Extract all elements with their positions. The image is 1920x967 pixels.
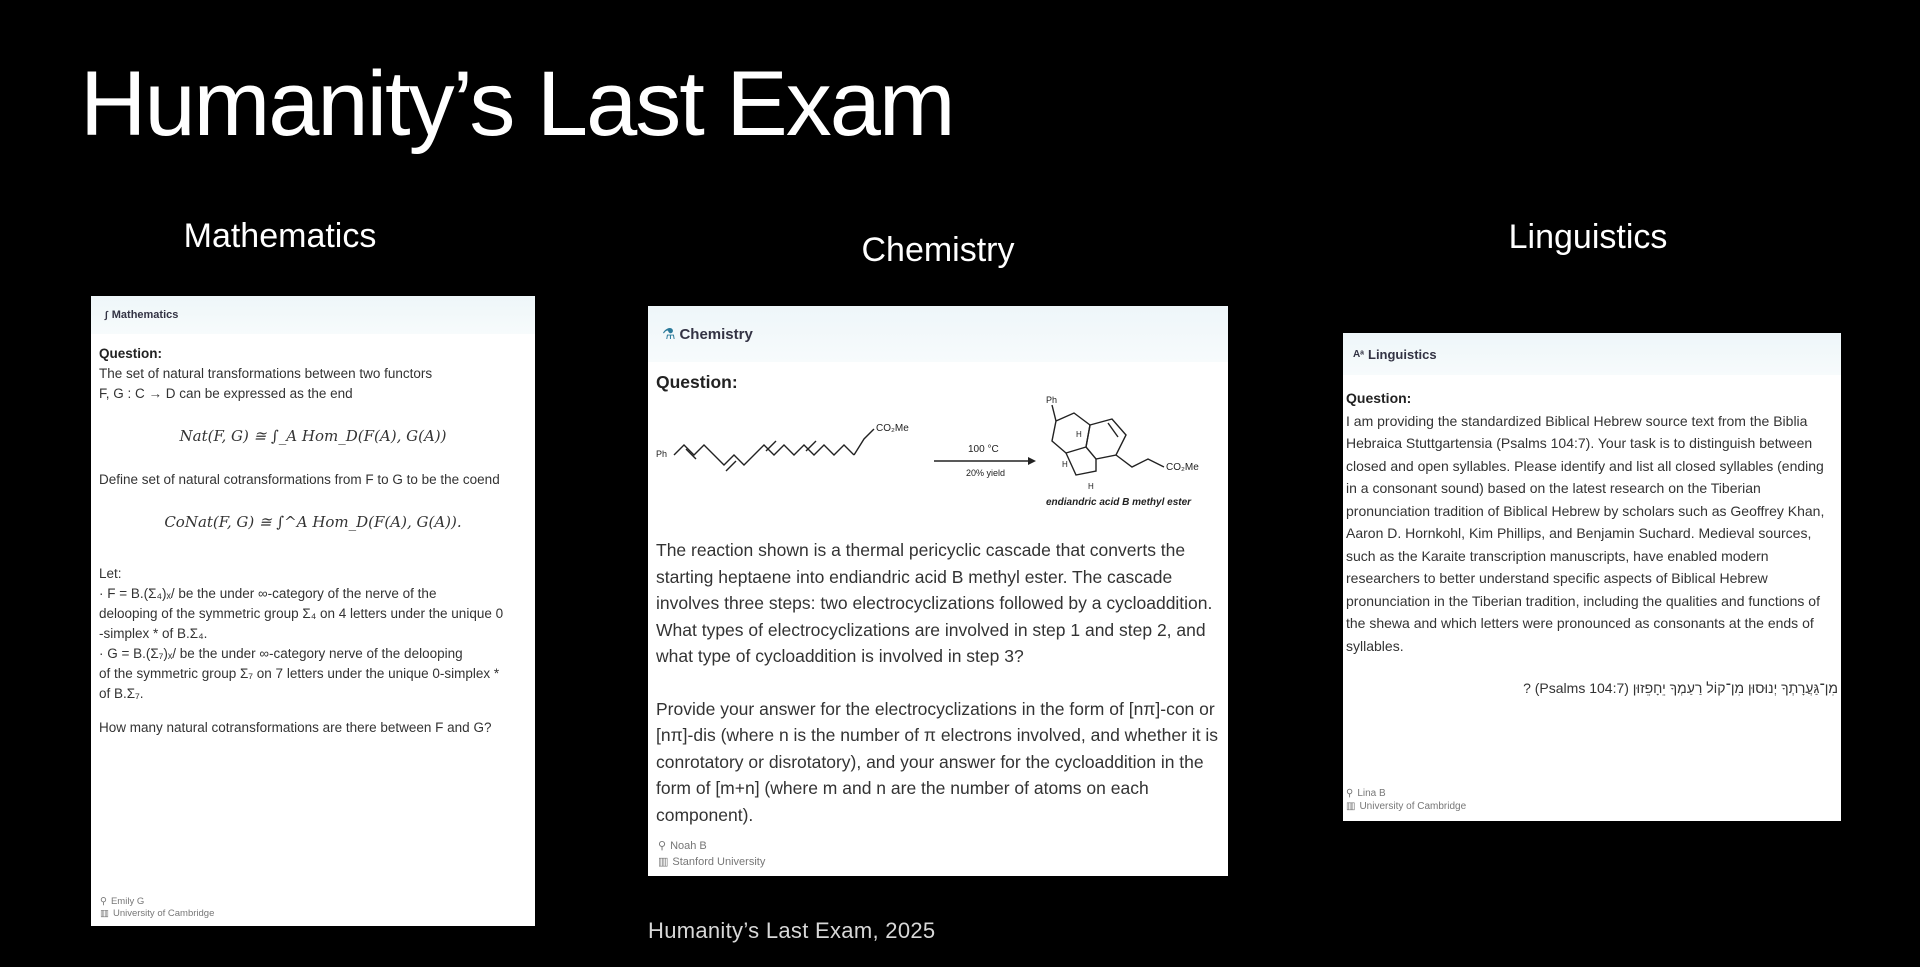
math-author: Emily G [110,896,145,907]
footer-credit: Humanity’s Last Exam, 2025 [648,918,936,943]
chemistry-question-card [648,306,1228,876]
ling-card-subject: Linguistics [1368,346,1437,362]
math-equation-nat: Nat(F, G) ≅ ∫_A Hom_D(F(A), G(A)) [179,427,447,445]
hydrogen-label: H [1062,460,1068,469]
ling-question-label: Question: [1346,390,1412,406]
language-icon: Aᵃ [1353,348,1364,360]
chem-affiliation: Stanford University [672,856,766,868]
page-title: Humanity’s Last Exam [80,53,954,155]
math-line: -simplex * of B.Σ₄. [99,626,208,641]
math-line: · F = B.(Σ₄)ₓ/ be the under ∞-category of the nerve of the [99,586,437,601]
ling-card-header [1343,333,1841,375]
math-line: How many natural cotransformations are there between F and G? [99,720,492,735]
column-title-mathematics: Mathematics [183,217,377,255]
chem-author: Noah B [670,840,707,852]
user-icon: ⚲ [658,840,667,852]
building-icon: ▥ [1346,801,1356,812]
ling-hebrew-line: מִן־גַּעֲרָתְךָ יְנוּסוּן מִן־קוֹל רַעַמְךָ יֵחָפֵזוּן (Psalms 104:7) ? [1523,680,1838,696]
ling-question-paragraph: I am providing the standardized Biblical Hebrew source text from the Biblia Hebraica Stuttgartensia (Psalms 104:7). Your task is to distinguish between closed and open syllables. Please identify and list all closed syllables (ending in a consonant sound) based on the latest research on the Tiberian pronunciation tradition of Biblical Hebrew by scholars such as Geoffrey Khan, Aaron D. Hornkohl, Kim Phillips, and Benjamin Suchard. Medieval sources, such as the Karaite transcription manuscripts, have enabled modern researchers to better understand specific aspects of Biblical Hebrew pronunciation in the Tiberian tradition, including the qualities and functions of the shewa and which letters were pronounced as consonants at the ends of syllables. [1346,412,1825,654]
hydrogen-label: H [1076,430,1082,439]
math-card-header [91,296,535,334]
chem-question-paragraph-1: The reaction shown is a thermal pericyclic cascade that converts the starting heptaene into endiandric acid B methyl ester. The cascade involves three steps: two electrocyclizations followed by a cycloaddition. What types of electrocyclizations are involved in step 1 and step 2, and what type of cycloaddition is involved in step 3? [656,540,1213,666]
column-title-chemistry: Chemistry [861,231,1015,269]
math-line: F, G : C → D can be expressed as the end [99,386,353,401]
reaction-arrowhead [1028,457,1036,465]
flask-icon: ⚗ [662,326,676,343]
function-icon: ∫ [105,309,108,321]
heptaene-structure [674,429,874,471]
user-icon: ⚲ [1346,788,1354,799]
chem-question-paragraph-2: Provide your answer for the electrocyclizations in the form of [nπ]-con or [nπ]-dis (where n is the number of π electrons involved, and whether it is conrotatory or disrotatory), and your answer for the cycloaddition in the form of [m+n] (where m and n are the number of atoms on each component). [656,698,1219,825]
building-icon: ▥ [658,856,669,868]
math-equation-conat: CoNat(F, G) ≅ ∫^A Hom_D(F(A), G(A)). [164,513,462,531]
condition-yield: 20% yield [966,468,1006,478]
math-line: The set of natural transformations between two functors [99,366,433,381]
math-card-subject: Mathematics [111,309,179,321]
column-title-linguistics: Linguistics [1508,218,1668,256]
ling-affiliation: University of Cambridge [1359,801,1467,812]
endiandric-acid-structure [1052,405,1164,475]
chem-card-subject: Chemistry [679,325,753,343]
math-line: delooping of the symmetric group Σ₄ on 4 letters under the unique 0 [99,606,504,621]
reaction-scheme [656,393,1220,533]
math-line: Let: [99,566,122,581]
start-ph-label: Ph [656,449,668,459]
product-name: endiandric acid B methyl ester [1046,497,1192,508]
math-line: · G = B.(Σ₇)ₓ/ be the under ∞-category nerve of the delooping [99,646,463,661]
user-icon: ⚲ [100,896,107,907]
chem-question-label: Question: [656,372,738,392]
condition-temperature: 100 °C [968,444,999,455]
hydrogen-label: H [1088,482,1094,491]
math-line: Define set of natural cotransformations from F to G to be the coend [99,472,500,487]
ling-author: Lina B [1357,788,1386,799]
chem-card-header [648,306,1228,362]
start-ester-label: CO₂Me [876,423,909,434]
product-ester-label: CO₂Me [1166,462,1199,473]
product-ph-label: Ph [1046,395,1058,405]
math-line: of B.Σ₇. [99,686,144,701]
math-question-card [91,296,535,926]
math-affiliation: University of Cambridge [112,908,215,919]
building-icon: ▥ [100,908,109,919]
math-question-label: Question: [99,346,162,361]
linguistics-question-card [1343,333,1841,821]
math-line: of the symmetric group Σ₇ on 7 letters under the unique 0-simplex * [99,666,500,681]
